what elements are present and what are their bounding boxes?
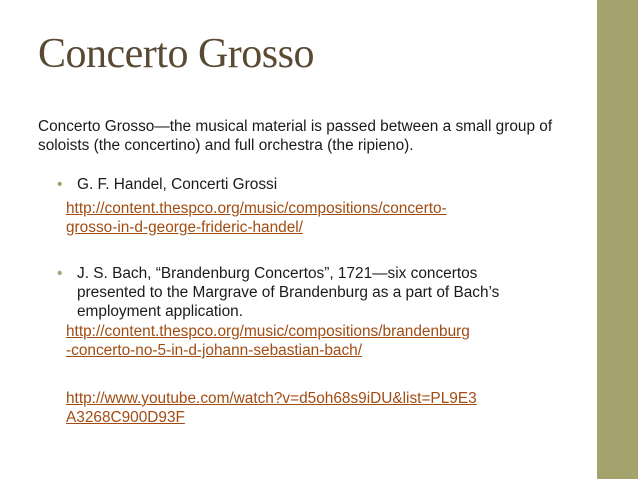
slide-title: Concerto Grosso: [38, 31, 314, 77]
bullet-text: J. S. Bach, “Brandenburg Concertos”, 1721—six concertos: [77, 265, 478, 282]
bullet-dot-icon: •: [57, 265, 63, 282]
link-youtube[interactable]: [66, 389, 576, 427]
bullet-text: G. F. Handel, Concerti Grossi: [77, 176, 278, 193]
link-line[interactable]: -concerto-no-5-in-d-johann-sebastian-bach/: [66, 342, 362, 359]
link-line[interactable]: grosso-in-d-george-frideric-handel/: [66, 219, 303, 236]
link-bach[interactable]: [66, 322, 576, 360]
link-line[interactable]: http://www.youtube.com/watch?v=d5oh68s9iDU&list=PL9E3: [66, 390, 477, 407]
intro-paragraph: Concerto Grosso—the musical material is passed between a small group of soloists (the concertino) and full orchestra (the ripieno).: [38, 118, 553, 154]
bullet-bach: [57, 264, 577, 321]
link-line[interactable]: http://content.thespco.org/music/compositions/brandenburg: [66, 323, 470, 340]
bullet-text-continued: presented to the Margrave of Brandenburg as a part of Bach’s employment application.: [77, 284, 500, 320]
link-handel[interactable]: [66, 199, 576, 237]
bullet-dot-icon: •: [57, 176, 63, 193]
accent-bar: [597, 0, 638, 479]
bullet-handel: [57, 175, 597, 194]
link-line[interactable]: http://content.thespco.org/music/compositions/concerto-: [66, 200, 447, 217]
link-line[interactable]: A3268C900D93F: [66, 409, 185, 426]
